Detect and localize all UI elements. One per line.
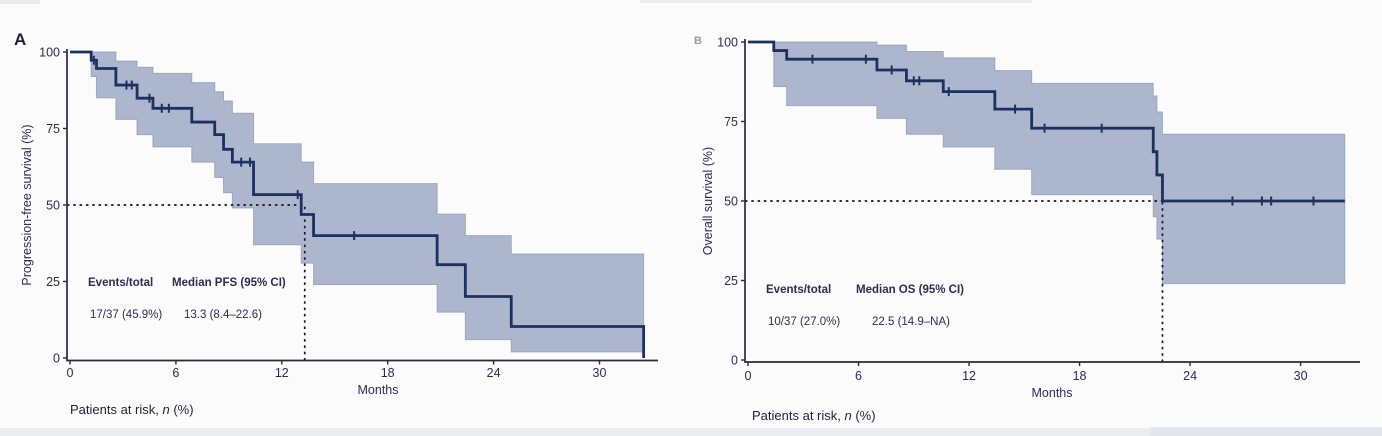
panel-a-plot-area [39, 46, 658, 381]
y-tick-label: 75 [724, 115, 738, 129]
panel-a-risk-note-prefix: Patients at risk, [70, 402, 163, 417]
bottom-right-edge-strip [1150, 427, 1382, 436]
panel-b-risk-note-suffix: (%) [851, 408, 876, 423]
y-tick-label: 0 [53, 351, 60, 366]
confidence-band [774, 42, 1345, 284]
x-tick-label: 30 [1293, 369, 1308, 383]
panel-a-patients-at-risk-note [70, 402, 194, 417]
panel-b-risk-note-prefix: Patients at risk, [752, 408, 845, 423]
x-tick-label: 18 [380, 366, 395, 380]
y-tick-label: 25 [724, 274, 738, 288]
panel-b [694, 35, 1360, 423]
panel-b-x-axis-label: Months [1031, 386, 1073, 400]
y-tick-label: 0 [731, 353, 738, 368]
panel-a-risk-note-suffix: (%) [169, 402, 194, 417]
x-tick-label: 12 [274, 366, 289, 380]
panel-b-label: B [694, 35, 702, 47]
panel-b-plot-area [717, 36, 1360, 384]
y-tick-label: 75 [46, 122, 60, 136]
panel-b-median-value: 22.5 (14.9–NA) [872, 316, 950, 328]
panel-a-events-total-header: Events/total [88, 277, 154, 289]
confidence-band [91, 52, 643, 352]
panel-b-events-total-header: Events/total [766, 284, 832, 296]
panel-b-y-axis-label: Overall survival (%) [701, 146, 715, 256]
y-tick-label: 25 [46, 275, 60, 289]
x-tick-label: 12 [962, 369, 976, 383]
panel-a-events-total-value: 17/37 (45.9%) [90, 309, 163, 321]
panel-a [14, 30, 658, 417]
panel-b-events-total-value: 10/37 (27.0%) [768, 316, 841, 328]
panel-a-median-value: 13.3 (8.4–22.6) [184, 309, 263, 321]
x-tick-label: 6 [855, 369, 862, 383]
x-tick-label: 30 [592, 366, 607, 380]
x-tick-label: 24 [486, 366, 501, 380]
x-tick-label: 0 [66, 366, 74, 380]
top-center-edge-strip [640, 0, 1032, 3]
x-tick-label: 6 [172, 366, 180, 380]
x-tick-label: 24 [1183, 369, 1198, 383]
y-tick-label: 50 [724, 194, 738, 209]
panel-a-label: A [14, 30, 27, 49]
x-tick-label: 18 [1072, 369, 1087, 383]
y-tick-label: 50 [46, 198, 60, 213]
panel-b-median-header: Median OS (95% CI) [856, 284, 964, 296]
x-tick-label: 0 [744, 369, 752, 383]
panel-b-risk-note-n: n [844, 408, 852, 423]
y-tick-label: 100 [717, 35, 738, 50]
panel-a-risk-note-n: n [162, 402, 170, 417]
panel-a-median-header: Median PFS (95% CI) [172, 277, 286, 289]
panel-a-x-axis-label: Months [357, 383, 399, 397]
panel-a-y-axis-label: Progression-free survival (%) [20, 124, 34, 286]
panel-b-patients-at-risk-note [752, 408, 876, 423]
y-tick-label: 100 [39, 45, 60, 60]
top-left-edge-strip [0, 0, 40, 4]
